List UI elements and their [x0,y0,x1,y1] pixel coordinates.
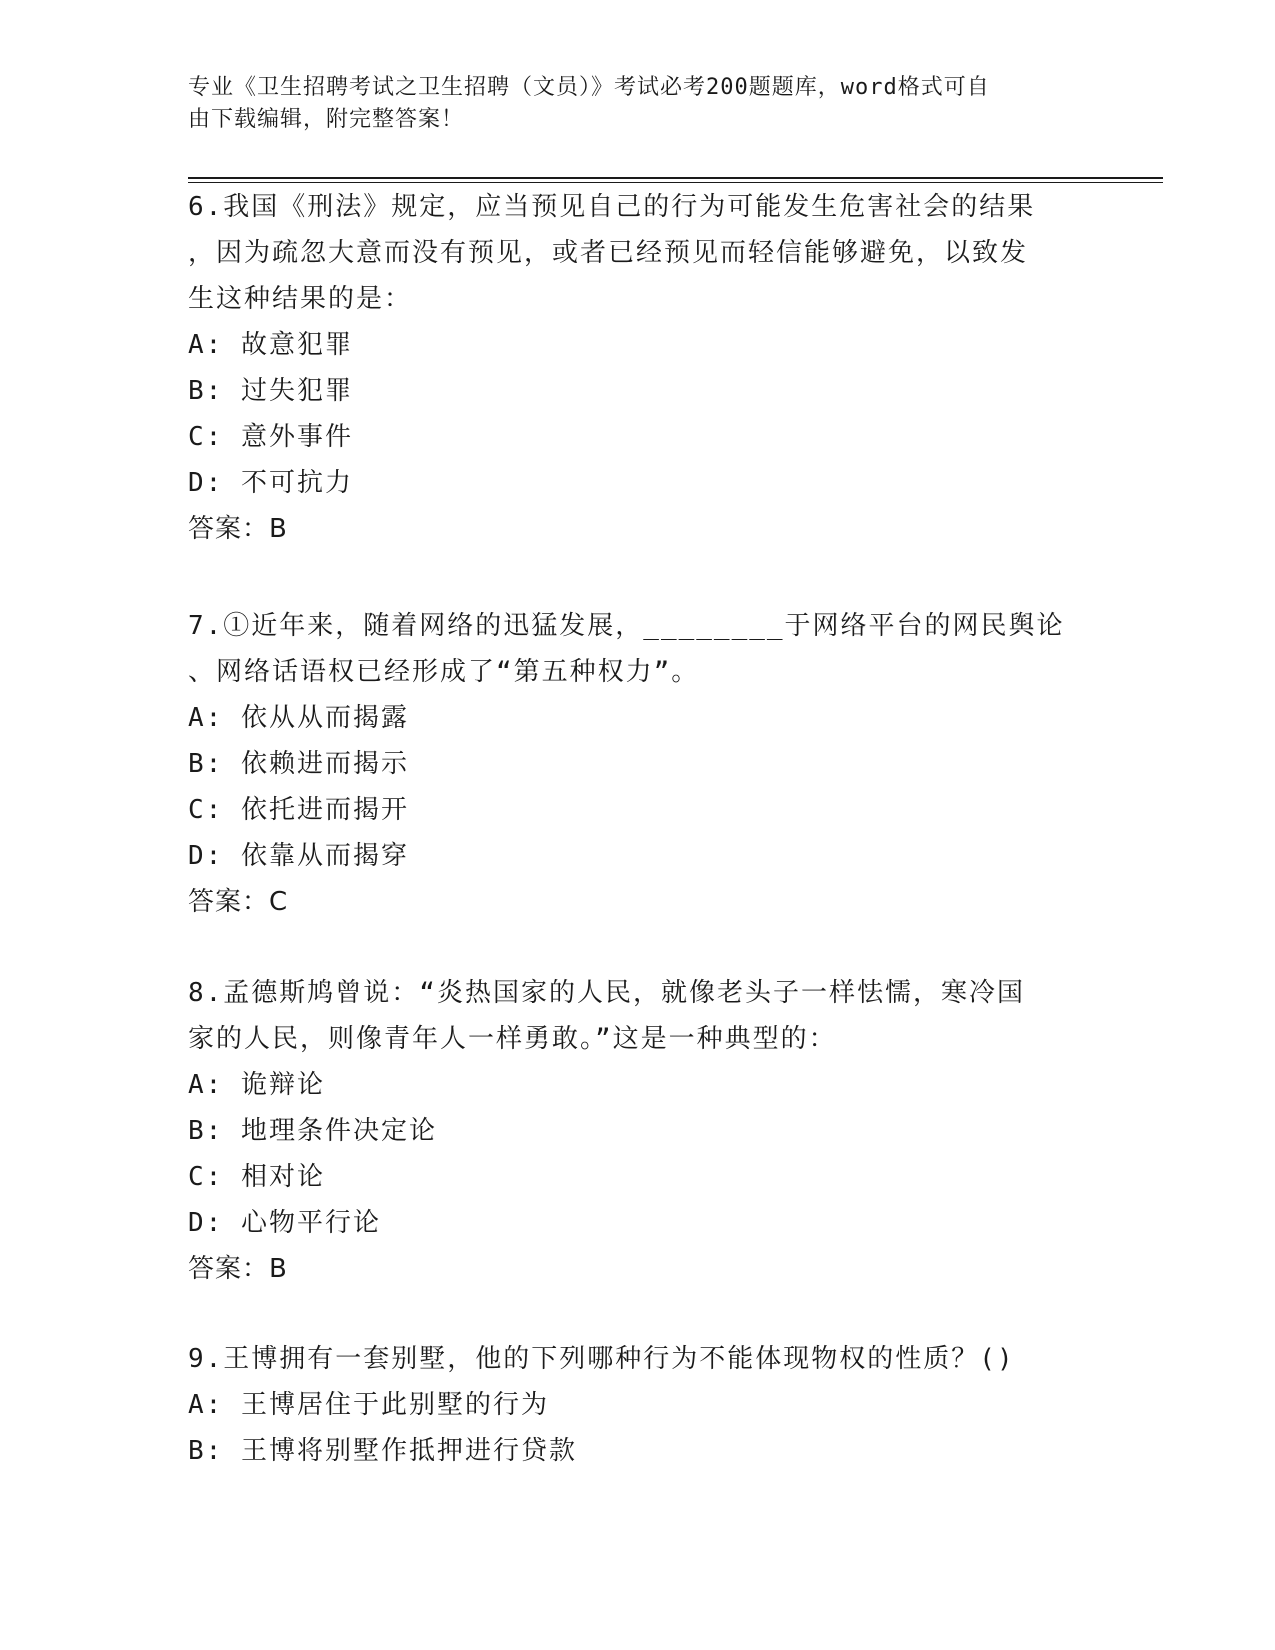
question-7 [188,603,1088,925]
option-c: C: 依托进而揭开 [188,795,409,825]
header-rule [188,177,1163,179]
option-b: B: 依赖进而揭示 [188,749,409,779]
question-8 [188,970,1088,1292]
question-text: 9.王博拥有一套别墅，他的下列哪种行为不能体现物权的性质？() [188,1344,1015,1374]
option-b: B: 过失犯罪 [188,376,353,406]
document-header [188,72,1068,136]
option-a: A: 故意犯罪 [188,330,353,360]
header-line: 专业《卫生招聘考试之卫生招聘（文员）》考试必考200题题库，word格式可自 [188,75,990,100]
question-9 [188,1336,1088,1474]
question-6 [188,184,1088,552]
header-line: 由下载编辑，附完整答案！ [188,107,465,132]
option-d: D: 心物平行论 [188,1208,381,1238]
option-b: B: 王博将别墅作抵押进行贷款 [188,1436,577,1466]
answer: 答案：B [188,514,288,544]
option-d: D: 依靠从而揭穿 [188,841,409,871]
question-text: 生这种结果的是： [188,284,413,314]
option-a: A: 王博居住于此别墅的行为 [188,1390,549,1420]
answer: 答案：B [188,1254,288,1284]
option-d: D: 不可抗力 [188,468,353,498]
question-text: 6.我国《刑法》规定，应当预见自己的行为可能发生危害社会的结果 [188,192,1036,222]
question-text: 8.孟德斯鸠曾说：“炎热国家的人民，就像老头子一样怯懦，寒冷国 [188,978,1025,1008]
question-text: 7.①近年来，随着网络的迅猛发展，________于网络平台的网民舆论 [188,611,1065,641]
option-a: A: 诡辩论 [188,1070,325,1100]
option-b: B: 地理条件决定论 [188,1116,437,1146]
option-a: A: 依从从而揭露 [188,703,409,733]
header-rule-thin [188,182,1163,183]
question-text: 、网络话语权已经形成了“第五种权力”。 [188,657,700,687]
question-text: 家的人民，则像青年人一样勇敢。”这是一种典型的： [188,1024,837,1054]
answer: 答案：C [188,887,289,917]
option-c: C: 意外事件 [188,422,353,452]
option-c: C: 相对论 [188,1162,325,1192]
question-text: ，因为疏忽大意而没有预见，或者已经预见而轻信能够避免，以致发 [188,238,1029,268]
